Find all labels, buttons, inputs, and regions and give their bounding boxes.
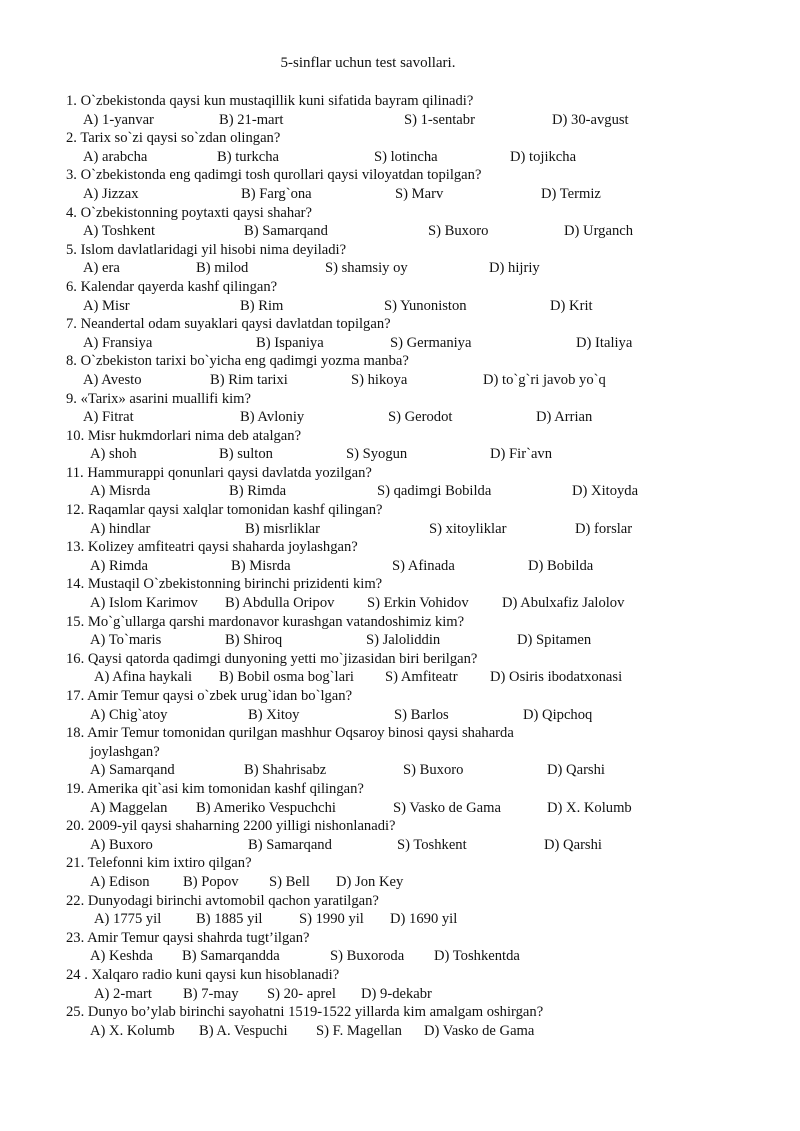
- answer-option: D) 9-dekabr: [361, 985, 432, 1002]
- answer-options: [66, 408, 786, 427]
- answer-option: D) Arrian: [536, 409, 593, 426]
- answer-option: S) Yunoniston: [384, 297, 467, 314]
- answer-option: S) F. Magellan: [316, 1022, 402, 1039]
- question-text: 3. O`zbekistonda eng qadimgi tosh qurollari qaysi viloyatdan topilgan?: [66, 167, 482, 184]
- answer-option: D) Fir`avn: [490, 446, 553, 463]
- answer-options: [66, 445, 786, 464]
- answer-option: S) Erkin Vohidov: [367, 595, 469, 612]
- answer-option: A) Misrda: [90, 483, 151, 500]
- answer-option: S) Toshkent: [397, 836, 467, 853]
- answer-option: A) Edison: [90, 873, 150, 890]
- answer-option: S) xitoyliklar: [429, 520, 507, 537]
- question-list: [66, 92, 786, 1040]
- answer-option: A) Jizzax: [83, 185, 139, 202]
- answer-option: B) 21-mart: [219, 111, 284, 128]
- question-item: [66, 352, 786, 389]
- answer-option: D) 30-avgust: [552, 111, 629, 128]
- answer-option: D) Xitoyda: [572, 483, 639, 500]
- answer-option: D) Toshkentda: [434, 948, 520, 965]
- question-text: 7. Neandertal odam suyaklari qaysi davlatdan topilgan?: [66, 316, 391, 333]
- answer-option: A) Buxoro: [90, 836, 153, 853]
- answer-option: D) Urganch: [564, 223, 634, 240]
- answer-option: S) Gerodot: [388, 409, 453, 426]
- answer-option: D) Termiz: [541, 185, 601, 202]
- question-item: [66, 166, 786, 203]
- answer-option: B) 7-may: [183, 985, 239, 1002]
- question-text: 17. Amir Temur qaysi o`zbek urug`idan bo`lgan?: [66, 688, 353, 704]
- answer-option: S) qadimgi Bobilda: [377, 483, 492, 500]
- question-item: [66, 427, 786, 464]
- answer-option: A) X. Kolumb: [90, 1022, 175, 1039]
- answer-options: [66, 1022, 786, 1041]
- question-text: 23. Amir Temur qaysi shahrda tugt’ilgan?: [66, 929, 310, 946]
- answer-option: D) Bobilda: [528, 557, 594, 574]
- answer-option: B) Popov: [183, 873, 239, 890]
- answer-option: B) Shahrisabz: [244, 762, 327, 779]
- answer-option: S) Buxoro: [403, 762, 464, 779]
- answer-options: [66, 706, 786, 725]
- question-item: [66, 278, 786, 315]
- answer-options: [66, 482, 786, 501]
- answer-option: D) 1690 yil: [390, 911, 458, 928]
- answer-option: S) hikoya: [351, 371, 408, 388]
- question-text: 10. Misr hukmdorlari nima deb atalgan?: [66, 427, 302, 444]
- answer-option: B) Bobil osma bog`lari: [219, 669, 354, 686]
- question-item: [66, 650, 786, 687]
- answer-option: S) 1-sentabr: [404, 111, 475, 128]
- answer-option: D) X. Kolumb: [547, 799, 632, 816]
- answer-option: D) Italiya: [576, 334, 633, 351]
- answer-option: S) 20- aprel: [267, 985, 336, 1002]
- question-item: [66, 613, 786, 650]
- answer-option: A) To`maris: [90, 632, 162, 649]
- question-item: [66, 780, 786, 817]
- question-text: 22. Dunyodagi birinchi avtomobil qachon yaratilgan?: [66, 892, 379, 909]
- question-item: [66, 538, 786, 575]
- answer-options: [66, 557, 786, 576]
- question-item: [66, 966, 786, 1003]
- answer-option: B) Ispaniya: [256, 334, 324, 351]
- answer-option: D) forslar: [575, 520, 633, 537]
- answer-option: B) Abdulla Oripov: [225, 595, 335, 612]
- question-item: [66, 390, 786, 427]
- answer-option: B) misrliklar: [245, 520, 320, 537]
- question-text: 12. Raqamlar qaysi xalqlar tomonidan kashf qilingan?: [66, 502, 383, 519]
- answer-option: S) Afinada: [392, 557, 455, 574]
- answer-option: B) Shiroq: [225, 632, 283, 649]
- answer-options: [66, 799, 786, 818]
- answer-option: A) Avesto: [83, 371, 142, 388]
- question-text-continued: joylashgan?: [90, 743, 160, 760]
- question-text: 19. Amerika qit`asi kim tomonidan kashf qilingan?: [66, 780, 364, 797]
- question-item: [66, 929, 786, 966]
- answer-option: D) tojikcha: [510, 148, 577, 165]
- answer-option: S) Buxoro: [428, 223, 489, 240]
- question-item: [66, 315, 786, 352]
- answer-option: D) Spitamen: [517, 632, 592, 649]
- answer-options: [66, 222, 786, 241]
- question-text: 20. 2009-yil qaysi shaharning 2200 yilligi nishonlanadi?: [66, 818, 396, 835]
- answer-option: A) 1775 yil: [94, 911, 162, 928]
- question-text: 1. O`zbekistonda qaysi kun mustaqillik kuni sifatida bayram qilinadi?: [66, 93, 474, 109]
- answer-option: S) Marv: [395, 185, 444, 202]
- answer-option: A) Fitrat: [83, 409, 134, 426]
- question-item: [66, 687, 786, 724]
- answer-option: B) Ameriko Vespuchchi: [196, 799, 336, 816]
- answer-options: [66, 185, 786, 204]
- answer-option: A) Misr: [83, 297, 130, 314]
- page-title: 5-sinflar uchun test savollari.: [280, 55, 456, 71]
- question-text: 25. Dunyo bo’ylab birinchi sayohatni 1519-1522 yillarda kim amalgam oshirgan?: [66, 1004, 544, 1021]
- question-item: [66, 92, 786, 129]
- question-text: 4. O`zbekistonning poytaxti qaysi shahar?: [66, 204, 313, 221]
- answer-option: S) shamsiy oy: [325, 260, 408, 277]
- question-item: [66, 501, 786, 538]
- answer-options: [66, 631, 786, 650]
- answer-option: A) Islom Karimov: [90, 595, 198, 612]
- answer-option: S) Vasko de Gama: [393, 799, 501, 816]
- question-text: 14. Mustaqil O`zbekistonning birinchi prizidenti kim?: [66, 576, 383, 593]
- answer-option: D) to`g`ri javob yo`q: [483, 371, 606, 388]
- answer-option: D) Krit: [550, 297, 593, 314]
- answer-options: [66, 985, 786, 1004]
- answer-option: D) hijriy: [489, 260, 540, 277]
- question-text: 9. «Tarix» asarini muallifi kim?: [66, 390, 252, 407]
- answer-option: S) 1990 yil: [299, 911, 364, 928]
- answer-option: A) 1-yanvar: [83, 111, 154, 128]
- question-text: 8. O`zbekiston tarixi bo`yicha eng qadimgi yozma manba?: [66, 353, 409, 370]
- answer-option: B) Samarqandda: [182, 948, 280, 965]
- question-text: 5. Islom davlatlaridagi yil hisobi nima deyiladi?: [66, 241, 347, 258]
- answer-option: B) Farg`ona: [241, 185, 312, 202]
- answer-options: [66, 947, 786, 966]
- answer-option: D) Jon Key: [336, 873, 404, 890]
- question-item: [66, 892, 786, 929]
- answer-option: D) Qipchoq: [523, 706, 593, 723]
- question-text: 2. Tarix so`zi qaysi so`zdan olingan?: [66, 130, 281, 147]
- question-item: [66, 575, 786, 612]
- answer-option: A) Maggelan: [90, 799, 168, 816]
- answer-option: B) A. Vespuchi: [199, 1022, 288, 1039]
- question-text: 16. Qaysi qatorda qadimgi dunyoning yetti mo`jizasidan biri berilgan?: [66, 650, 478, 667]
- answer-options: [66, 668, 786, 687]
- answer-option: A) era: [83, 260, 120, 277]
- answer-option: S) Syogun: [346, 446, 408, 463]
- answer-options: [66, 873, 786, 892]
- answer-option: B) Samarqand: [248, 836, 332, 853]
- answer-option: B) milod: [196, 260, 249, 277]
- answer-options: [66, 910, 786, 929]
- answer-option: S) Amfiteatr: [385, 669, 458, 686]
- answer-options: [66, 297, 786, 316]
- answer-options: [66, 520, 786, 539]
- answer-options: [66, 371, 786, 390]
- question-item: [66, 464, 786, 501]
- answer-option: D) Abulxafiz Jalolov: [502, 595, 625, 612]
- question-item: [66, 817, 786, 854]
- answer-options: [66, 761, 786, 780]
- answer-option: B) turkcha: [217, 148, 280, 165]
- answer-option: A) Chig`atoy: [90, 706, 168, 723]
- answer-option: D) Osiris ibodatxonasi: [490, 669, 623, 686]
- answer-option: S) Jaloliddin: [366, 632, 441, 649]
- answer-option: B) Avloniy: [240, 409, 305, 426]
- answer-option: B) Xitoy: [248, 706, 300, 723]
- question-text: 18. Amir Temur tomonidan qurilgan mashhur Oqsaroy binosi qaysi shaharda: [66, 725, 514, 742]
- answer-option: B) 1885 yil: [196, 911, 263, 928]
- question-text: 6. Kalendar qayerda kashf qilingan?: [66, 278, 278, 295]
- answer-option: S) Buxoroda: [330, 948, 405, 965]
- answer-option: B) Rim: [240, 297, 284, 314]
- question-item: [66, 129, 786, 166]
- answer-options: [66, 836, 786, 855]
- answer-option: B) Misrda: [231, 557, 291, 574]
- answer-option: S) Germaniya: [390, 334, 472, 351]
- answer-option: D) Vasko de Gama: [424, 1022, 535, 1039]
- answer-option: B) Rimda: [229, 483, 287, 500]
- question-text: 11. Hammurappi qonunlari qaysi davlatda yozilgan?: [66, 464, 372, 481]
- answer-options: [66, 148, 786, 167]
- answer-option: A) 2-mart: [94, 985, 152, 1002]
- answer-options: [66, 594, 786, 613]
- question-item: [66, 854, 786, 891]
- answer-option: S) Bell: [269, 873, 310, 890]
- question-text: 21. Telefonni kim ixtiro qilgan?: [66, 855, 252, 872]
- answer-option: S) Barlos: [394, 706, 449, 723]
- question-item: [66, 1003, 786, 1040]
- answer-option: A) Rimda: [90, 557, 148, 574]
- question-item: [66, 724, 786, 780]
- answer-option: D) Qarshi: [544, 836, 602, 853]
- answer-options: [66, 259, 786, 278]
- answer-options: [66, 111, 786, 130]
- answer-option: B) sulton: [219, 446, 273, 463]
- question-text: 13. Kolizey amfiteatri qaysi shaharda joylashgan?: [66, 539, 358, 556]
- answer-option: A) shoh: [90, 446, 137, 463]
- answer-option: S) lotincha: [374, 148, 438, 165]
- question-item: [66, 204, 786, 241]
- answer-option: B) Samarqand: [244, 223, 328, 240]
- question-text: 24 . Xalqaro radio kuni qaysi kun hisoblanadi?: [66, 966, 340, 983]
- question-item: [66, 241, 786, 278]
- answer-option: A) Keshda: [90, 948, 153, 965]
- answer-option: A) arabcha: [83, 148, 148, 165]
- answer-option: B) Rim tarixi: [210, 371, 288, 388]
- answer-options: [66, 334, 786, 353]
- answer-option: A) Samarqand: [90, 762, 175, 779]
- answer-option: A) Toshkent: [83, 223, 156, 240]
- answer-option: A) Fransiya: [83, 334, 153, 351]
- answer-option: A) hindlar: [90, 520, 151, 537]
- answer-option: A) Afina haykali: [94, 669, 193, 686]
- answer-option: D) Qarshi: [547, 762, 605, 779]
- question-text: 15. Mo`g`ullarga qarshi mardonavor kurashgan vatandoshimiz kim?: [66, 613, 465, 630]
